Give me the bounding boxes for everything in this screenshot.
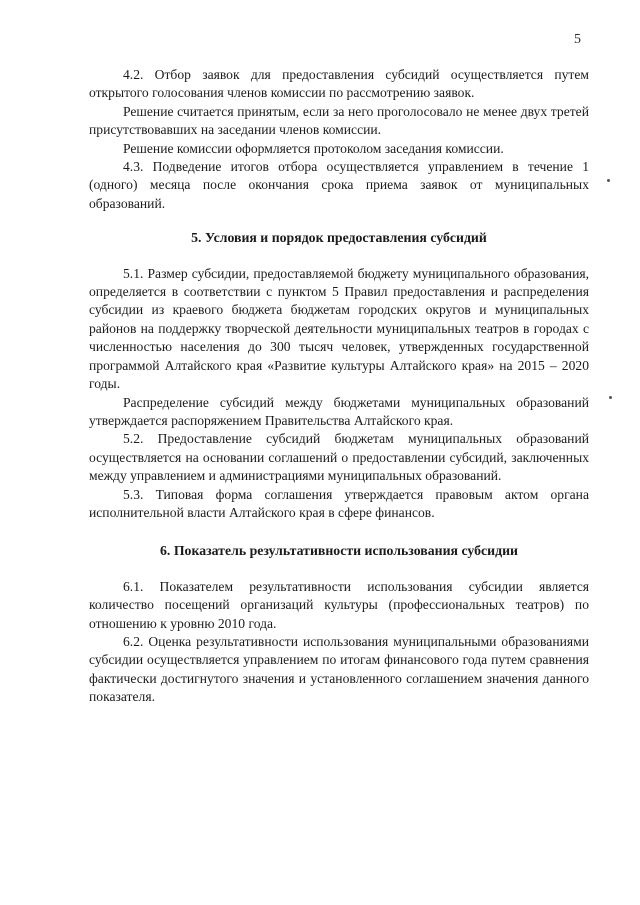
paragraph-5-1: 5.1. Размер субсидии, предоставляемой бюджету муниципального образования, определяется в соответствии с пунктом 5 Правил предоставления и распределения субсидии из краевого бюджета бюджетам городских округов и муниципальных районов на поддержку творческой деятельности муниципальных театров в городах с численностью населения до 300 тысяч человек, утвержденных государственной программой Алтайского края «Развитие культуры Алтайского края» на 2015 – 2020 годы. (89, 265, 589, 392)
paragraph-6-2: 6.2. Оценка результативности использования муниципальными образованиями субсидии осуществляется управлением по итогам финансового года путем сравнения фактически достигнутого значения и установленного соглашением значения данного показателя. (89, 633, 589, 705)
paragraph-decision-protocol: Решение комиссии оформляется протоколом заседания комиссии. (123, 140, 504, 156)
paragraph-5-3: 5.3. Типовая форма соглашения утверждается правовым актом органа исполнительной власти Алтайского края в сфере финансов. (89, 486, 589, 520)
scan-speck (609, 396, 612, 399)
section-6-heading: 6. Показатель результативности использования субсидии (160, 543, 518, 559)
page-number: 5 (574, 32, 581, 47)
paragraph-4-2: 4.2. Отбор заявок для предоставления субсидий осуществляется путем открытого голосования членов комиссии по рассмотрению заявок. (89, 67, 589, 101)
scan-speck (607, 179, 610, 182)
paragraph-5-2: 5.2. Предоставление субсидий бюджетам муниципальных образований осуществляется на основании соглашений о предоставлении субсидий, заключенных между управлением и администрациями муниципальных образований. (89, 431, 589, 484)
paragraph-4-3: 4.3. Подведение итогов отбора осуществляется управлением в течение 1 (одного) месяца после окончания срока приема заявок от муниципальных образований. (89, 159, 589, 211)
paragraph-decision-accepted: Решение считается принятым, если за него проголосовало не менее двух третей присутствовавших на заседании членов комиссии. (89, 103, 589, 138)
paragraph-distribution: Распределение субсидий между бюджетами муниципальных образований утверждается распоряжением Правительства Алтайского края. (89, 394, 589, 428)
paragraph-6-1: 6.1. Показателем результативности использования субсидии является количество посещений организаций культуры (профессиональных театров) по отношению к уровню 2010 года. (89, 578, 589, 631)
section-5-heading: 5. Условия и порядок предоставления субсидий (191, 230, 487, 246)
document-body (89, 66, 589, 707)
